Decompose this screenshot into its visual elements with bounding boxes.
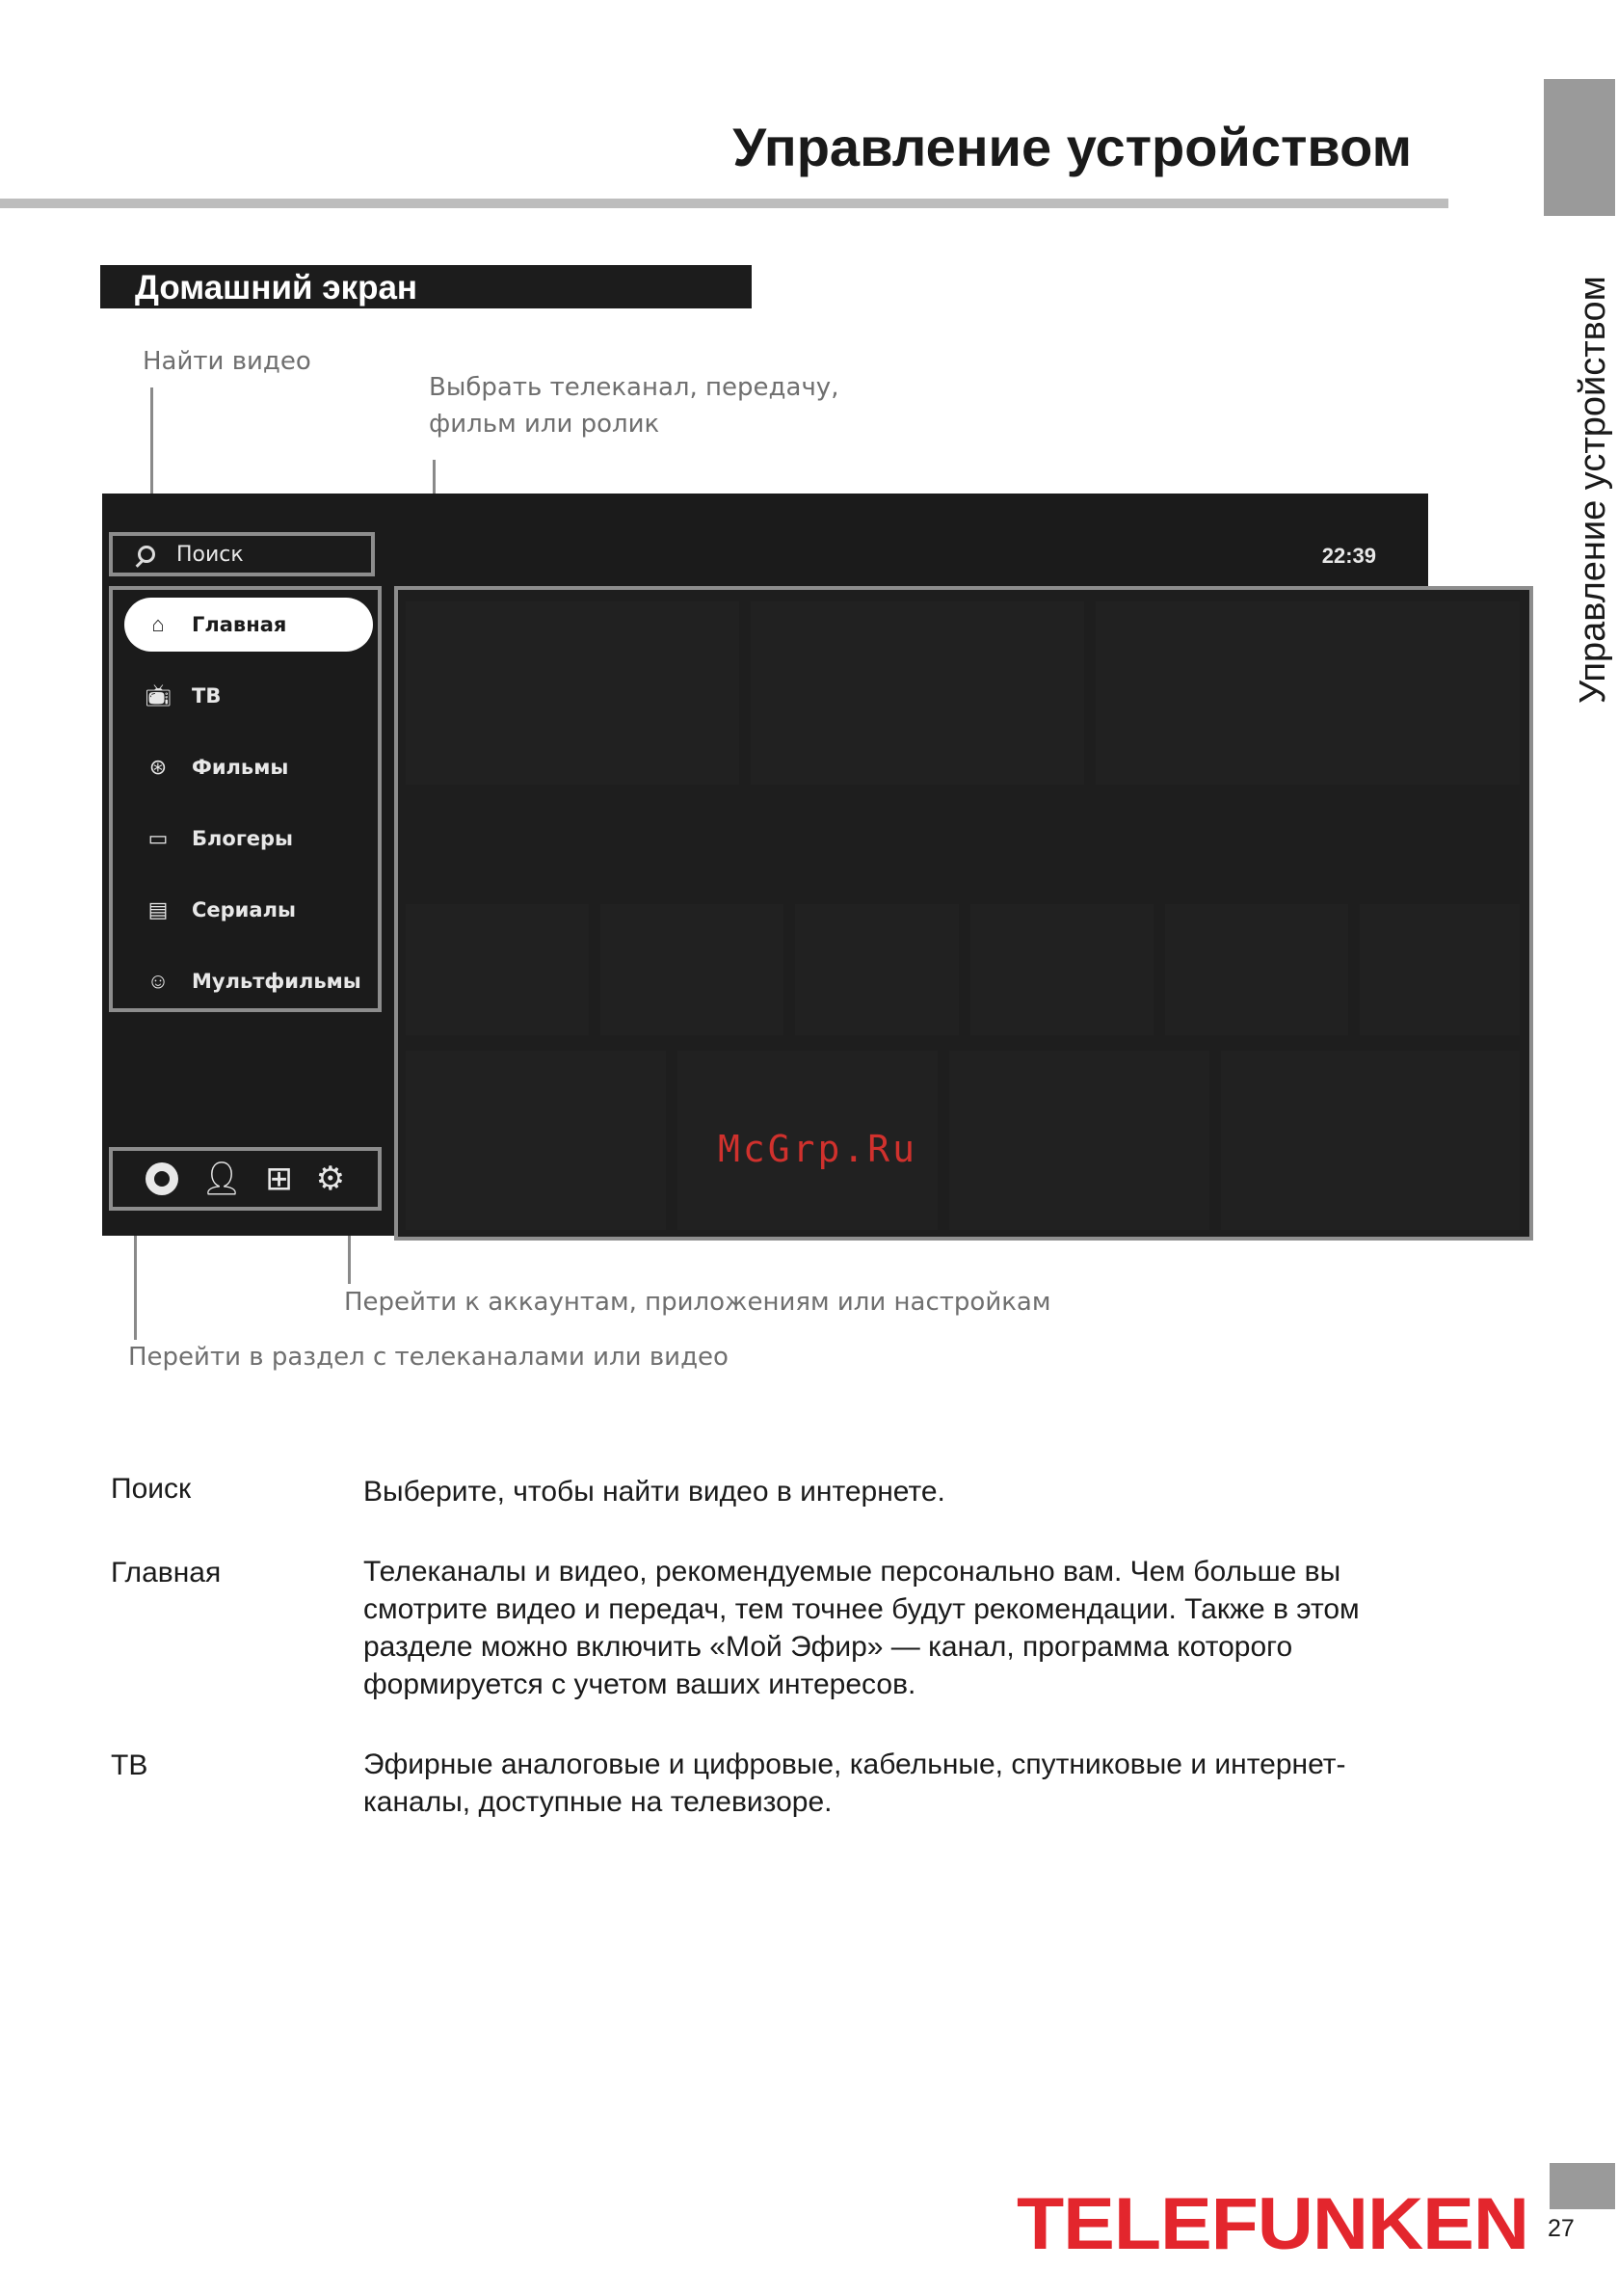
- alice-icon[interactable]: [146, 1162, 178, 1195]
- content-tile: [751, 601, 1084, 785]
- page-title: Управление устройством: [732, 117, 1412, 177]
- nav-item-label: Фильмы: [192, 756, 289, 779]
- side-tab-marker: [1544, 79, 1615, 216]
- content-tile: [1221, 1051, 1520, 1230]
- chat-bubble-icon: ▭: [147, 826, 169, 850]
- callout-find-video: Найти видео: [143, 347, 311, 376]
- callout-sections: Перейти в раздел с телеканалами или видео: [128, 1343, 729, 1372]
- definition-term: Поиск: [111, 1473, 192, 1505]
- tv-icon: 📺︎: [145, 683, 172, 707]
- definition-term: ТВ: [111, 1749, 148, 1781]
- nav-item-tv[interactable]: [124, 669, 373, 723]
- definition-text: Эфирные аналоговые и цифровые, кабельные, спутниковые и интернет-каналы, доступные на телевизоре.: [363, 1749, 1346, 1818]
- content-tile: [600, 904, 783, 1035]
- nav-item-label: Блогеры: [192, 827, 294, 850]
- home-icon: ⌂: [151, 612, 165, 636]
- section-bar: [100, 265, 752, 308]
- callout-choose-line2: фильм или ролик: [429, 410, 660, 439]
- content-tile: [406, 904, 589, 1035]
- page-number-marker: [1550, 2163, 1615, 2209]
- nav-item-series[interactable]: [124, 883, 373, 937]
- stack-icon: ▤: [147, 897, 169, 921]
- user-icon[interactable]: 👤︎: [200, 1161, 243, 1197]
- content-tile: [1165, 904, 1348, 1035]
- content-tile: [949, 1051, 1209, 1230]
- search-icon: [138, 546, 155, 563]
- nav-item-label: Главная: [192, 613, 287, 636]
- nav-item-label: Сериалы: [192, 898, 296, 921]
- nav-item-cartoons[interactable]: [124, 954, 373, 1008]
- callout-choose-line1: Выбрать телеканал, передачу,: [429, 373, 839, 402]
- nav-item-films[interactable]: [124, 740, 373, 794]
- apps-grid-icon[interactable]: ⊞: [265, 1161, 293, 1197]
- search-bar[interactable]: [109, 532, 375, 576]
- nav-item-home[interactable]: [124, 598, 373, 652]
- side-tab-label: Управление устройством: [1573, 276, 1613, 704]
- nav-item-bloggers[interactable]: [124, 812, 373, 866]
- definition-term: Главная: [111, 1557, 222, 1589]
- content-tile: [406, 601, 739, 785]
- content-tile: [970, 904, 1154, 1035]
- definition-text: Телеканалы и видео, рекомендуемые персонально вам. Чем больше вы смотрите видео и передач, тем точнее будут рекомендации. Также в этом разделе можно включить «Мой Эфир» — канал, программа которого формируется с учетом ваших интересов.: [363, 1556, 1360, 1700]
- brand-logo: TELEFUNKEN: [1017, 2183, 1528, 2265]
- definition-text: Выберите, чтобы найти видео в интернете.: [363, 1476, 945, 1508]
- section-title: Домашний экран: [135, 269, 418, 307]
- nav-item-label: Мультфильмы: [192, 970, 361, 993]
- content-tile: [406, 1051, 666, 1230]
- bottom-toolbar: [109, 1147, 382, 1211]
- content-tile: [795, 904, 959, 1035]
- content-area[interactable]: [394, 586, 1533, 1241]
- nav-menu: [109, 586, 382, 1012]
- callout-accounts: Перейти к аккаунтам, приложениям или настройкам: [344, 1288, 1051, 1317]
- content-tile: [1360, 904, 1520, 1035]
- title-rule: [0, 199, 1448, 208]
- content-tile: [1096, 601, 1520, 785]
- cartoon-icon: ☺: [146, 969, 170, 993]
- watermark: McGrp.Ru: [718, 1128, 918, 1170]
- page-number: 27: [1548, 2215, 1575, 2242]
- tv-home-screen: [102, 494, 1428, 1236]
- clock: 22:39: [1321, 544, 1376, 568]
- search-label: Поиск: [176, 542, 244, 567]
- film-reel-icon: ⊛: [148, 755, 168, 779]
- nav-item-label: ТВ: [192, 684, 222, 707]
- gear-icon[interactable]: ⚙: [315, 1161, 346, 1197]
